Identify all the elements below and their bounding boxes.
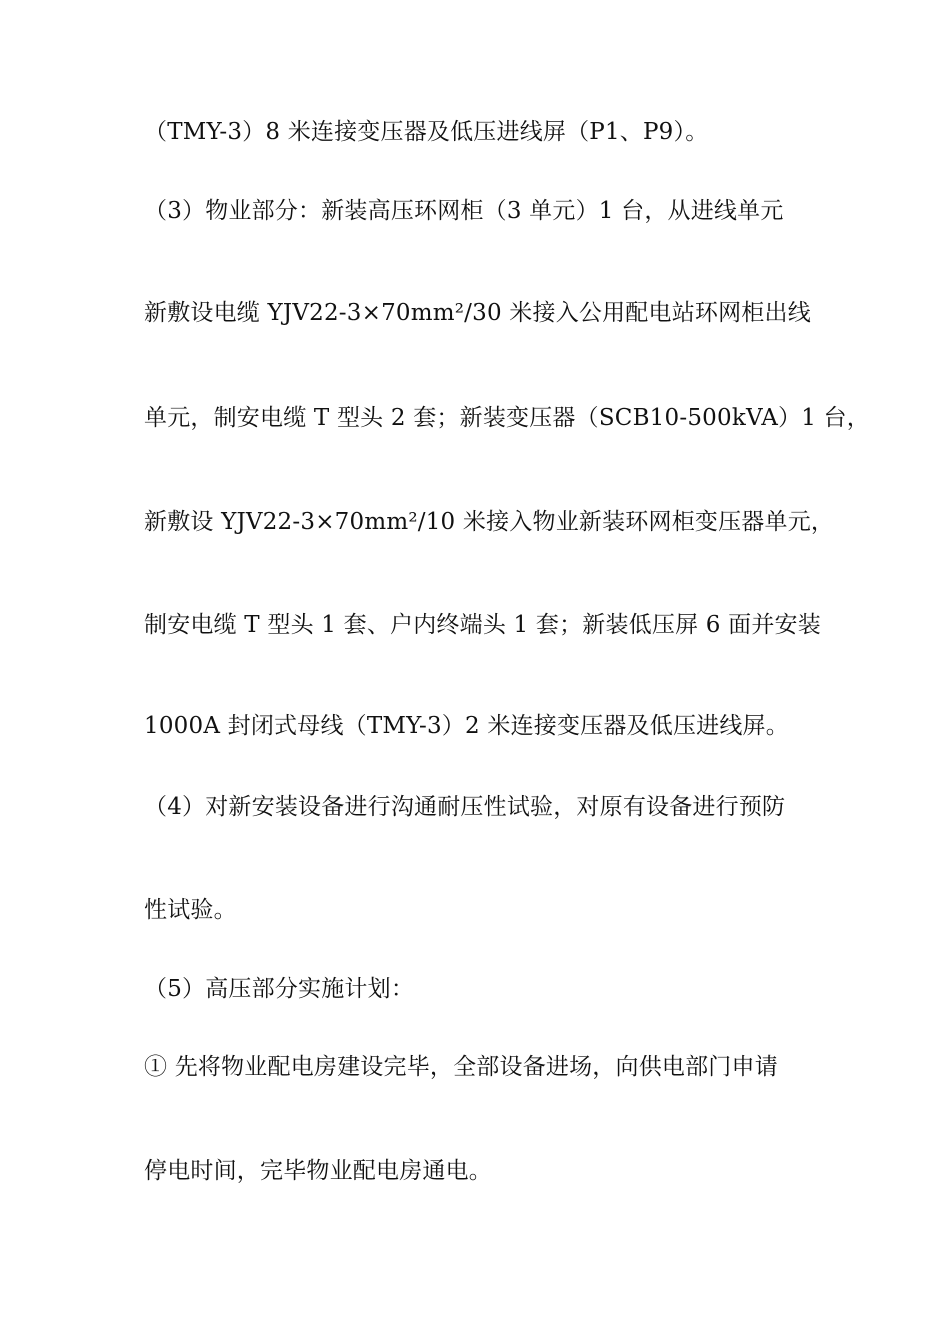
text-line: ① 先将物业配电房建设完毕，全部设备进场，向供电部门申请 <box>144 1054 778 1080</box>
text-line: 制安电缆 T 型头 1 套、户内终端头 1 套；新装低压屏 6 面并安装 <box>144 612 821 638</box>
text-line: 单元，制安电缆 T 型头 2 套；新装变压器（SCB10-500kVA）1 台， <box>144 405 870 431</box>
text-line: 新敷设电缆 YJV22-3×70mm²/30 米接入公用配电站环网柜出线 <box>144 300 811 326</box>
text-line: （4）对新安装设备进行沟通耐压性试验，对原有设备进行预防 <box>144 794 786 820</box>
text-line: 性试验。 <box>144 897 237 923</box>
text-line: 停电时间，完毕物业配电房通电。 <box>144 1158 492 1184</box>
text-line: （5）高压部分实施计划： <box>144 976 415 1002</box>
text-line: 新敷设 YJV22-3×70mm²/10 米接入物业新装环网柜变压器单元， <box>144 509 835 535</box>
text-line: 1000A 封闭式母线（TMY-3）2 米连接变压器及低压进线屏。 <box>144 713 789 739</box>
text-line: （3）物业部分：新装高压环网柜（3 单元）1 台，从进线单元 <box>144 198 784 224</box>
text-line: （TMY-3）8 米连接变压器及低压进线屏（P1、P9）。 <box>144 119 709 145</box>
